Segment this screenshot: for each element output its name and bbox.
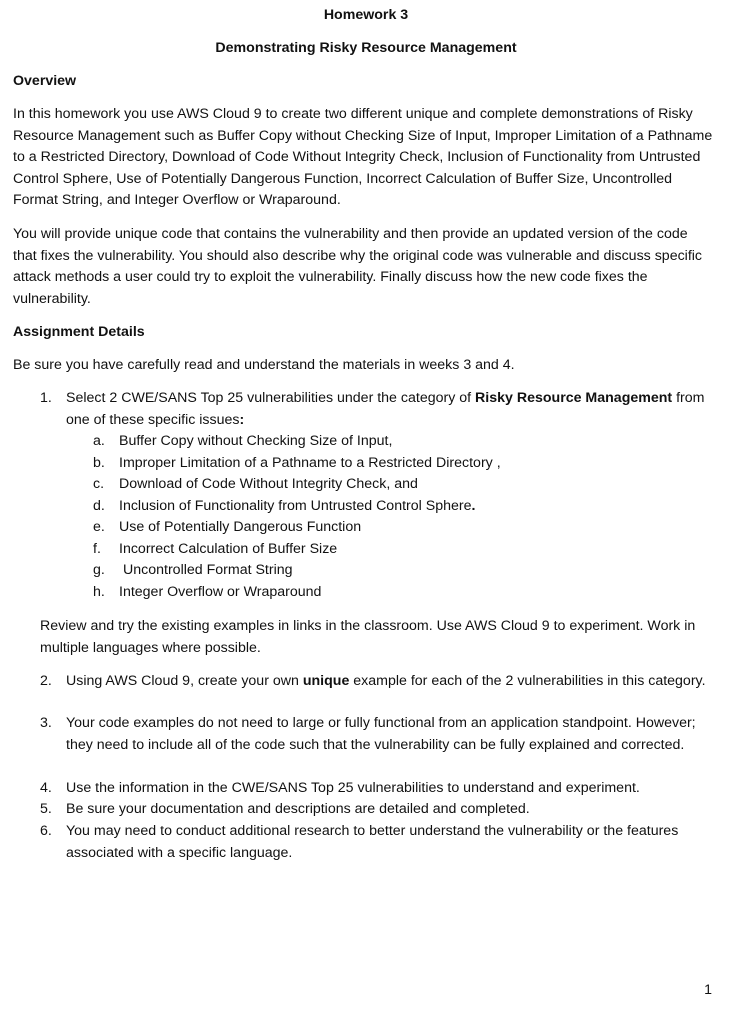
list-number: 2. — [40, 673, 52, 689]
list-item-body: Be sure your documentation and descriptions are detailed and completed. — [66, 801, 530, 817]
overview-paragraph-1: In this homework you use AWS Cloud 9 to create two different unique and complete demonstrations of Risky Resource Management such as Buffer Copy without Checking Size of Input, Improper Limitation of a Pathname to a Restricted Directory, Download of Code Without Integrity Check, Inclusion of Functionality from Untrusted Control Sphere, Use of Potentially Dangerous Function, Incorrect Calculation of Buffer Size, Uncontrolled Format String, and Integer Overflow or Wraparound. — [13, 106, 713, 209]
list-item-body: Using AWS Cloud 9, create your own unique example for each of the 2 vulnerabilities in this category. — [66, 673, 706, 689]
assignment-details-heading: Assignment Details — [13, 324, 145, 340]
list-number: 5. — [40, 801, 52, 817]
overview-heading: Overview — [13, 73, 77, 89]
list-number: 4. — [40, 780, 52, 796]
overview-paragraph-2: You will provide unique code that contains the vulnerability and then provide an updated version of the code that fixes the vulnerability. You should also describe why the original code was vulnerable and discuss specific attack methods a user could try to exploit the vulnerability. Finally discuss how the new code fixes the vulnerability. — [13, 226, 703, 307]
list-number: 3. — [40, 715, 52, 731]
list-item-body: You may need to conduct additional research to better understand the vulnerability or the features associated with a specific language. — [66, 823, 679, 861]
list-item-body: Your code examples do not need to large or fully functional from an application standpoint. However; they need to include all of the code such that the vulnerability can be fully explained and corrected. — [66, 715, 696, 753]
review-paragraph: Review and try the existing examples in links in the classroom. Use AWS Cloud 9 to experiment. Work in multiple languages where possible. — [40, 618, 696, 656]
list-item-body: Select 2 CWE/SANS Top 25 vulnerabilities under the category of Risky Resource Management from one of these specific issues: — [66, 390, 705, 428]
document-title: Homework 3 — [323, 7, 409, 23]
list-number: 1. — [40, 390, 52, 406]
document-page: Homework 3 Demonstrating Risky Resource Management Overview In this homework you use AWS Cloud 9 to create two different unique and complete demonstrations of Risky Resource Management such as Buffer Copy without Checking Size of Input, Improper Limitation of a Pathname to a Restricted Directory, Download of Code Without Integrity Check, Inclusion of Functionality from Untrusted Control Sphere, Use of Potentially Dangerous Function, Incorrect Calculation of Buffer Size, Uncontrolled Format String, and Integer Overflow or Wraparound. You will provide unique code that contains the vulnerability and then provide an updated version of the code that fixes the vulnerability. You should also describe why the original code was vulnerable and discuss specific attack methods a user could try to exploit the vulnerability. Finally discuss how the new code fixes the vulnerability. Assignment Details Be sure you have carefully read and understand the materials in weeks 3 and 4. 1. Select 2 CWE/SANS Top 25 vulnerabilities under the category of Risky Resource Management from one of these specific issues: a. Buffer Copy without Checking Size of Input, b. Improper Limitation of a Pathname to a Restricted Directory , c. Download of Code Without Integrity Check, and d. Inclusion of Functionality from Untrusted Control Sphere. e. Use of Potentially Dangerous Function f. Incorrect Calculation of Buffer Size g. Uncontrolled Format String h. Integer Overflow or Wraparound Review and try the existing examples in links in the classroom. Use AWS Cloud 9 to experiment. Work in multiple languages where possible. 2. Using AWS Cloud 9, create your own unique example for each of the 2 vulnerabilities in this category. 3. Your code examples do not need to large or fully functional from an application standpoint. However; they need to include all of the code such that the vulnerability can be fully explained and corrected. 4. Use the information in the CWE/SANS Top 25 vulnerabilities to understand and experiment. 5. Be sure your documentation and descriptions are detailed and completed. 6. You may need to conduct additional research to better understand the vulnerability or the features associated with a specific language. 1 — [0, 0, 732, 1024]
details-intro: Be sure you have carefully read and understand the materials in weeks 3 and 4. — [13, 357, 515, 373]
document-subtitle: Demonstrating Risky Resource Management — [215, 40, 517, 56]
list-item-body: Use the information in the CWE/SANS Top 25 vulnerabilities to understand and experiment. — [66, 780, 640, 796]
list-number: 6. — [40, 823, 52, 839]
page-number: 1 — [704, 982, 712, 998]
